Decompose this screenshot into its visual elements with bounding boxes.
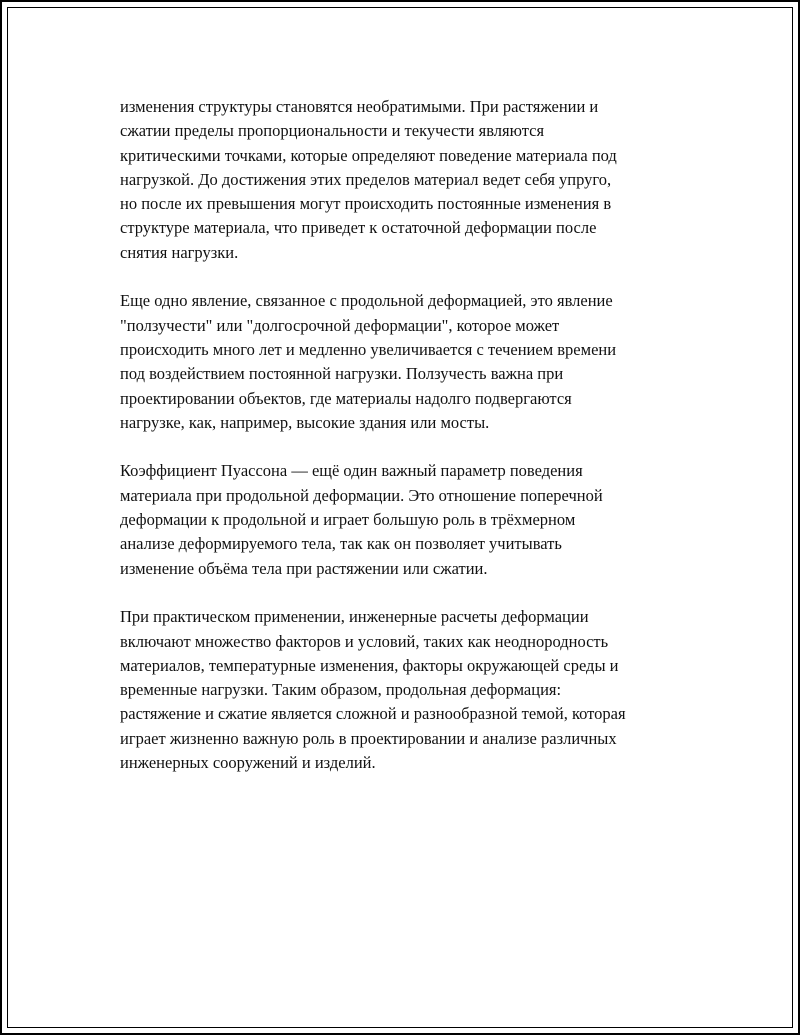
text-line: Еще одно явление, связанное с продольной деформацией, это явление — [120, 291, 613, 311]
text-line: временные нагрузки. Таким образом, продольная деформация: — [120, 680, 562, 700]
document-body — [120, 95, 700, 800]
paragraph-2 — [120, 289, 700, 435]
paragraph-4 — [120, 605, 700, 775]
text-line: изменения структуры становятся необратимыми. При растяжении и — [120, 97, 599, 116]
text-line: происходить много лет и медленно увеличивается с течением времени — [120, 339, 617, 359]
text-line: нагрузке, как, например, высокие здания или мосты. — [120, 412, 490, 432]
text-line: При практическом применении, инженерные расчеты деформации — [120, 607, 589, 627]
text-line: анализе деформируемого тела, так как он позволяет учитывать — [120, 534, 562, 554]
text-line: нагрузкой. До достижения этих пределов материал ведет себя упруго, — [120, 169, 612, 189]
text-line: материала при продольной деформации. Это отношение поперечной — [120, 485, 603, 505]
paragraph-3 — [120, 459, 700, 580]
text-line: сжатии пределы пропорциональности и текучести являются — [120, 121, 545, 141]
text-line: критическими точками, которые определяют поведение материала под — [120, 145, 617, 165]
text-line: но после их превышения могут происходить постоянные изменения в — [120, 194, 612, 214]
text-line: изменение объёма тела при растяжении или сжатии. — [120, 558, 488, 578]
text-line: играет жизненно важную роль в проектировании и анализе различных — [120, 728, 617, 748]
text-line: инженерных сооружений и изделий. — [120, 753, 376, 773]
text-line: проектировании объектов, где материалы надолго подвергаются — [120, 388, 572, 408]
text-line: "ползучести" или "долгосрочной деформации", которое может — [120, 315, 560, 335]
text-line: материалов, температурные изменения, факторы окружающей среды и — [120, 655, 619, 675]
text-line: структуре материала, что приведет к остаточной деформации после — [120, 218, 597, 238]
paragraph-1 — [120, 95, 700, 265]
text-line: включают множество факторов и условий, таких как неоднородность — [120, 631, 609, 651]
text-line: снятия нагрузки. — [120, 242, 239, 262]
text-line: под воздействием постоянной нагрузки. Ползучесть важна при — [120, 364, 564, 384]
text-line: деформации к продольной и играет большую роль в трёхмерном — [120, 510, 576, 530]
text-line: растяжение и сжатие является сложной и разнообразной темой, которая — [120, 704, 626, 724]
text-line: Коэффициент Пуассона — ещё один важный параметр поведения — [120, 461, 583, 481]
